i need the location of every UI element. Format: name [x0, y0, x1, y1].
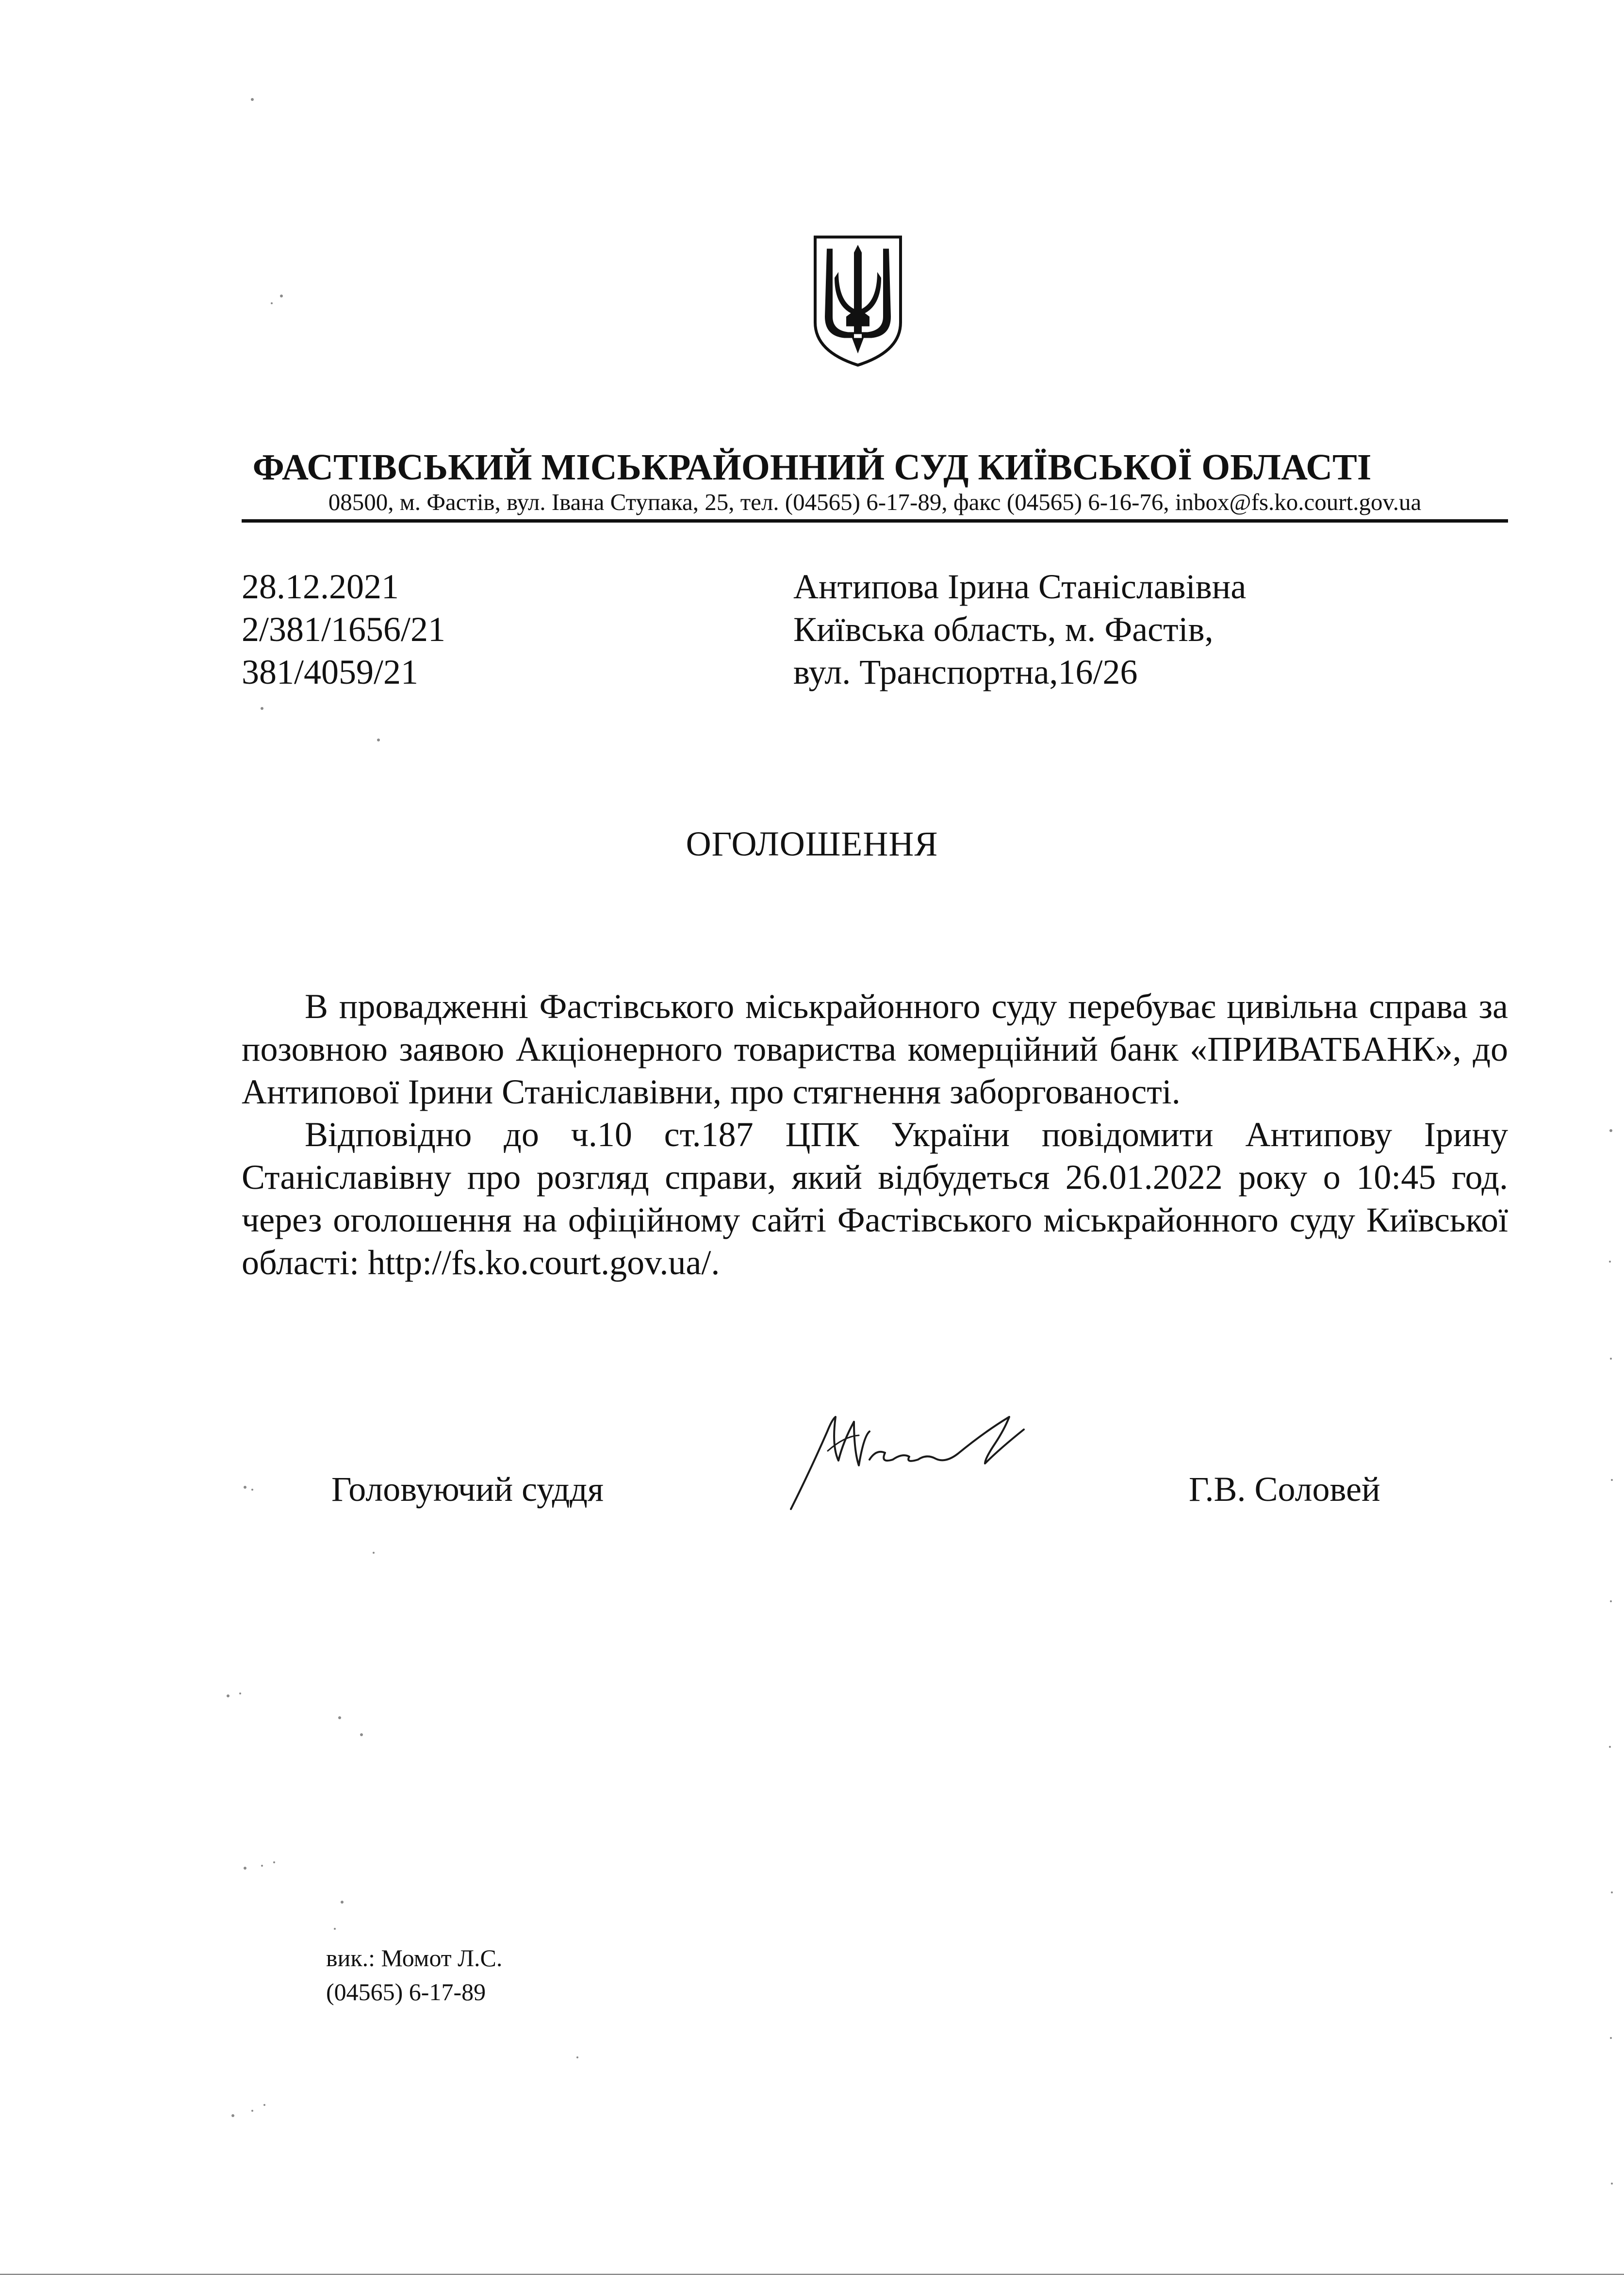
- coat-of-arms-trident-icon: [809, 232, 906, 370]
- body-paragraph-1: В провадженні Фастівського міськрайонного суду перебуває цивільна справа за позовною заявою Акціонерного товариства комерційний банк «ПРИВАТБАНК», до Антипової Ірини Станіславівни, про стягнення заборгованості.: [242, 987, 1508, 1111]
- document-date: 28.12.2021: [242, 567, 399, 606]
- case-number: 2/381/1656/21: [242, 610, 446, 649]
- scan-edge-line: [0, 2274, 1624, 2275]
- document-title: ОГОЛОШЕННЯ: [686, 824, 938, 863]
- body-paragraph-2: Відповідно до ч.10 ст.187 ЦПК України повідомити Антипову Ірину Станіславівну про розгляд справи, який відбудеться 26.01.2022 року о 10:45 год. через оголошення на офіційному сайті Фастівського міськрайонного суду Київської області: http://fs.ko.court.gov.ua/.: [242, 1115, 1508, 1282]
- header-divider: [242, 519, 1508, 523]
- handwritten-signature-icon: [781, 1402, 1043, 1514]
- addressee: [793, 565, 1246, 693]
- addressee-address-line1: Київська область, м. Фастів,: [793, 610, 1214, 649]
- signatory-role: Головуючий суддя: [331, 1470, 604, 1509]
- court-address: 08500, м. Фастів, вул. Івана Ступака, 25, тел. (04565) 6-17-89, факс (04565) 6-16-76, inbox@fs.ko.court.gov.ua: [328, 489, 1422, 515]
- addressee-name: Антипова Ірина Станіславівна: [793, 567, 1247, 606]
- document-body: [242, 985, 1508, 1284]
- signatory-name: Г.В. Соловей: [1189, 1470, 1380, 1509]
- executor-name: вик.: Момот Л.С.: [326, 1944, 503, 1972]
- executor-info: [326, 1941, 502, 2009]
- proceeding-number: 381/4059/21: [242, 653, 419, 691]
- addressee-address-line2: вул. Транспортна,16/26: [793, 653, 1138, 691]
- court-name: ФАСТІВСЬКИЙ МІСЬКРАЙОННИЙ СУД КИЇВСЬКОЇ ОБЛАСТІ: [252, 447, 1372, 488]
- document-meta: [242, 565, 445, 693]
- executor-phone: (04565) 6-17-89: [326, 1978, 486, 2005]
